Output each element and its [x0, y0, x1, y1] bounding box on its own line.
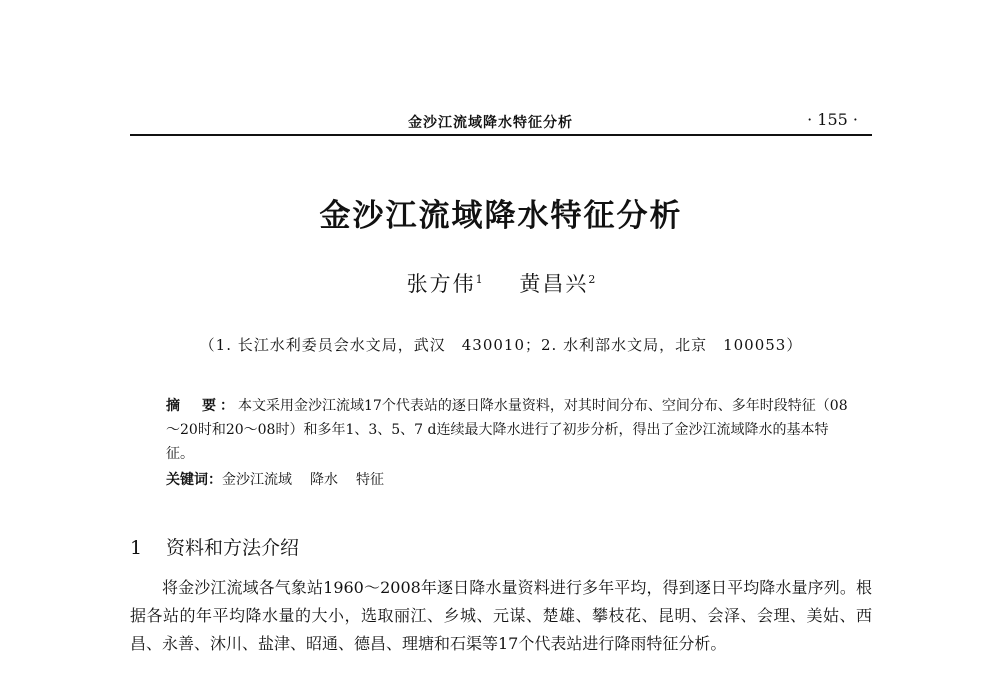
header-rule — [130, 134, 872, 136]
body-paragraph: 将金沙江流域各气象站1960～2008年逐日降水量资料进行多年平均，得到逐日平均降水量序列。根据各站的年平均降水量的大小，选取丽江、乡城、元谋、楚雄、攀枝花、昆明、会泽、会理、美姑、西昌、永善、沐川、盐津、昭通、德昌、理塘和石渠等17个代表站进行降雨特征分析。 — [130, 578, 872, 653]
author-name: 张方伟 — [406, 272, 476, 296]
article-title: 金沙江流域降水特征分析 — [319, 198, 683, 234]
author-name: 黄昌兴 — [519, 272, 589, 296]
running-header — [130, 110, 872, 134]
section-heading — [130, 533, 872, 560]
abstract-text: 本文采用金沙江流域17个代表站的逐日降水量资料，对其时间分布、空间分布、多年时段特征（08～20时和20～08时）和多年1、3、5、7 d连续最大降水进行了初步分析，得出了金沙江流域降水的基本特征。 — [166, 398, 848, 462]
author-affiliation-mark: 2 — [588, 273, 596, 286]
section-title: 资料和方法介绍 — [166, 537, 300, 559]
author-list — [130, 268, 872, 298]
author-1 — [407, 268, 483, 298]
affiliation: （1. 长江水利委员会水文局，武汉 430010；2. 水利部水文局，北京 100053） — [199, 336, 803, 354]
author-2 — [519, 268, 595, 298]
keywords — [166, 468, 856, 492]
keyword: 特征 — [356, 472, 384, 488]
page-number: · 155 · — [807, 110, 858, 129]
section-number: 1 — [130, 537, 143, 559]
abstract-label: 摘 要： — [166, 398, 238, 414]
author-affiliation-mark: 1 — [475, 273, 483, 286]
keyword: 金沙江流域 — [222, 472, 292, 488]
running-title: 金沙江流域降水特征分析 — [408, 115, 573, 131]
abstract — [166, 394, 856, 466]
keywords-label: 关键词： — [166, 472, 222, 488]
keyword: 降水 — [310, 472, 338, 488]
